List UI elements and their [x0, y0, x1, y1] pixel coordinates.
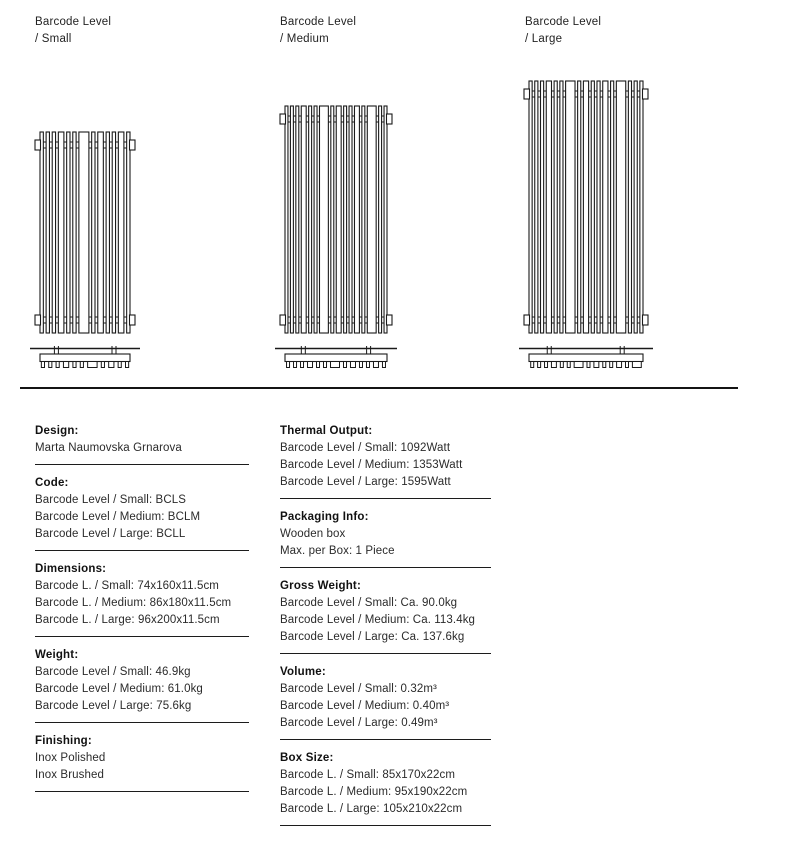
radiator-medium-front-view-drawing [279, 105, 393, 334]
spec-line: Barcode Level / Small: Ca. 90.0kg [280, 597, 458, 609]
spec-section-heading: Weight: [35, 649, 79, 661]
spec-section [35, 561, 249, 637]
radiator-medium-top-view-drawing [275, 345, 397, 372]
spec-section [35, 423, 249, 465]
spec-section [35, 733, 249, 792]
spec-line: Barcode Level / Large: 1595Watt [280, 476, 451, 488]
spec-section-heading: Finishing: [35, 735, 92, 747]
radiator-small-front-view-drawing [34, 131, 136, 334]
spec-section [280, 423, 491, 499]
spec-line: Barcode Level / Large: Ca. 137.6kg [280, 631, 465, 643]
radiator-small-top-view-drawing [30, 345, 140, 372]
spec-line: Barcode Level / Large: 0.49m³ [280, 717, 438, 729]
spec-line: Barcode Level / Small: BCLS [35, 494, 186, 506]
spec-section-heading: Gross Weight: [280, 580, 361, 592]
spec-section-heading: Code: [35, 477, 69, 489]
spec-line: Barcode L. / Medium: 86x180x11.5cm [35, 597, 232, 609]
spec-line: Barcode L. / Small: 74x160x11.5cm [35, 580, 219, 592]
spec-line: Barcode Level / Medium: Ca. 113.4kg [280, 614, 476, 626]
spec-line: Barcode Level / Small: 0.32m³ [280, 683, 437, 695]
spec-line: Barcode Level / Medium: BCLM [35, 511, 201, 523]
spec-line: Barcode L. / Medium: 95x190x22cm [280, 786, 468, 798]
spec-line: Barcode L. / Large: 105x210x22cm [280, 803, 463, 815]
spec-section-heading: Packaging Info: [280, 511, 369, 523]
spec-line: Inox Polished [35, 752, 106, 764]
figure-label-small-line2: / Small [35, 33, 72, 45]
spec-section [35, 647, 249, 723]
spec-section [280, 750, 491, 826]
radiator-large-front-view-drawing [523, 80, 649, 334]
spec-section [35, 475, 249, 551]
spec-line: Barcode L. / Small: 85x170x22cm [280, 769, 456, 781]
spec-line: Wooden box [280, 528, 346, 540]
spec-line: Inox Brushed [35, 769, 104, 781]
figure-label-small [35, 14, 111, 48]
spec-section [280, 509, 491, 568]
specs-left-column [35, 423, 249, 802]
section-divider-line [20, 387, 738, 389]
figure-label-small-line1: Barcode Level [35, 16, 112, 28]
spec-section-heading: Dimensions: [35, 563, 107, 575]
figure-label-large [525, 14, 601, 48]
spec-line: Barcode Level / Large: 75.6kg [35, 700, 192, 712]
radiator-large-top-view-drawing [519, 345, 653, 372]
spec-section-heading: Design: [35, 425, 79, 437]
spec-line: Barcode Level / Small: 46.9kg [35, 666, 191, 678]
spec-section [280, 664, 491, 740]
spec-line: Barcode Level / Small: 1092Watt [280, 442, 451, 454]
figure-label-medium-line2: / Medium [280, 33, 329, 45]
spec-line: Barcode Level / Medium: 1353Watt [280, 459, 463, 471]
spec-line: Max. per Box: 1 Piece [280, 545, 395, 557]
spec-section [280, 578, 491, 654]
figure-label-medium [280, 14, 356, 48]
figure-label-medium-line1: Barcode Level [280, 16, 357, 28]
spec-line: Marta Naumovska Grnarova [35, 442, 182, 454]
figure-label-large-line1: Barcode Level [525, 16, 602, 28]
spec-section-heading: Box Size: [280, 752, 334, 764]
spec-line: Barcode Level / Medium: 61.0kg [35, 683, 203, 695]
spec-line: Barcode Level / Medium: 0.40m³ [280, 700, 450, 712]
spec-section-heading: Volume: [280, 666, 326, 678]
specs-right-column [280, 423, 491, 836]
spec-line: Barcode L. / Large: 96x200x11.5cm [35, 614, 220, 626]
spec-line: Barcode Level / Large: BCLL [35, 528, 186, 540]
spec-section-heading: Thermal Output: [280, 425, 373, 437]
figure-label-large-line2: / Large [525, 33, 563, 45]
